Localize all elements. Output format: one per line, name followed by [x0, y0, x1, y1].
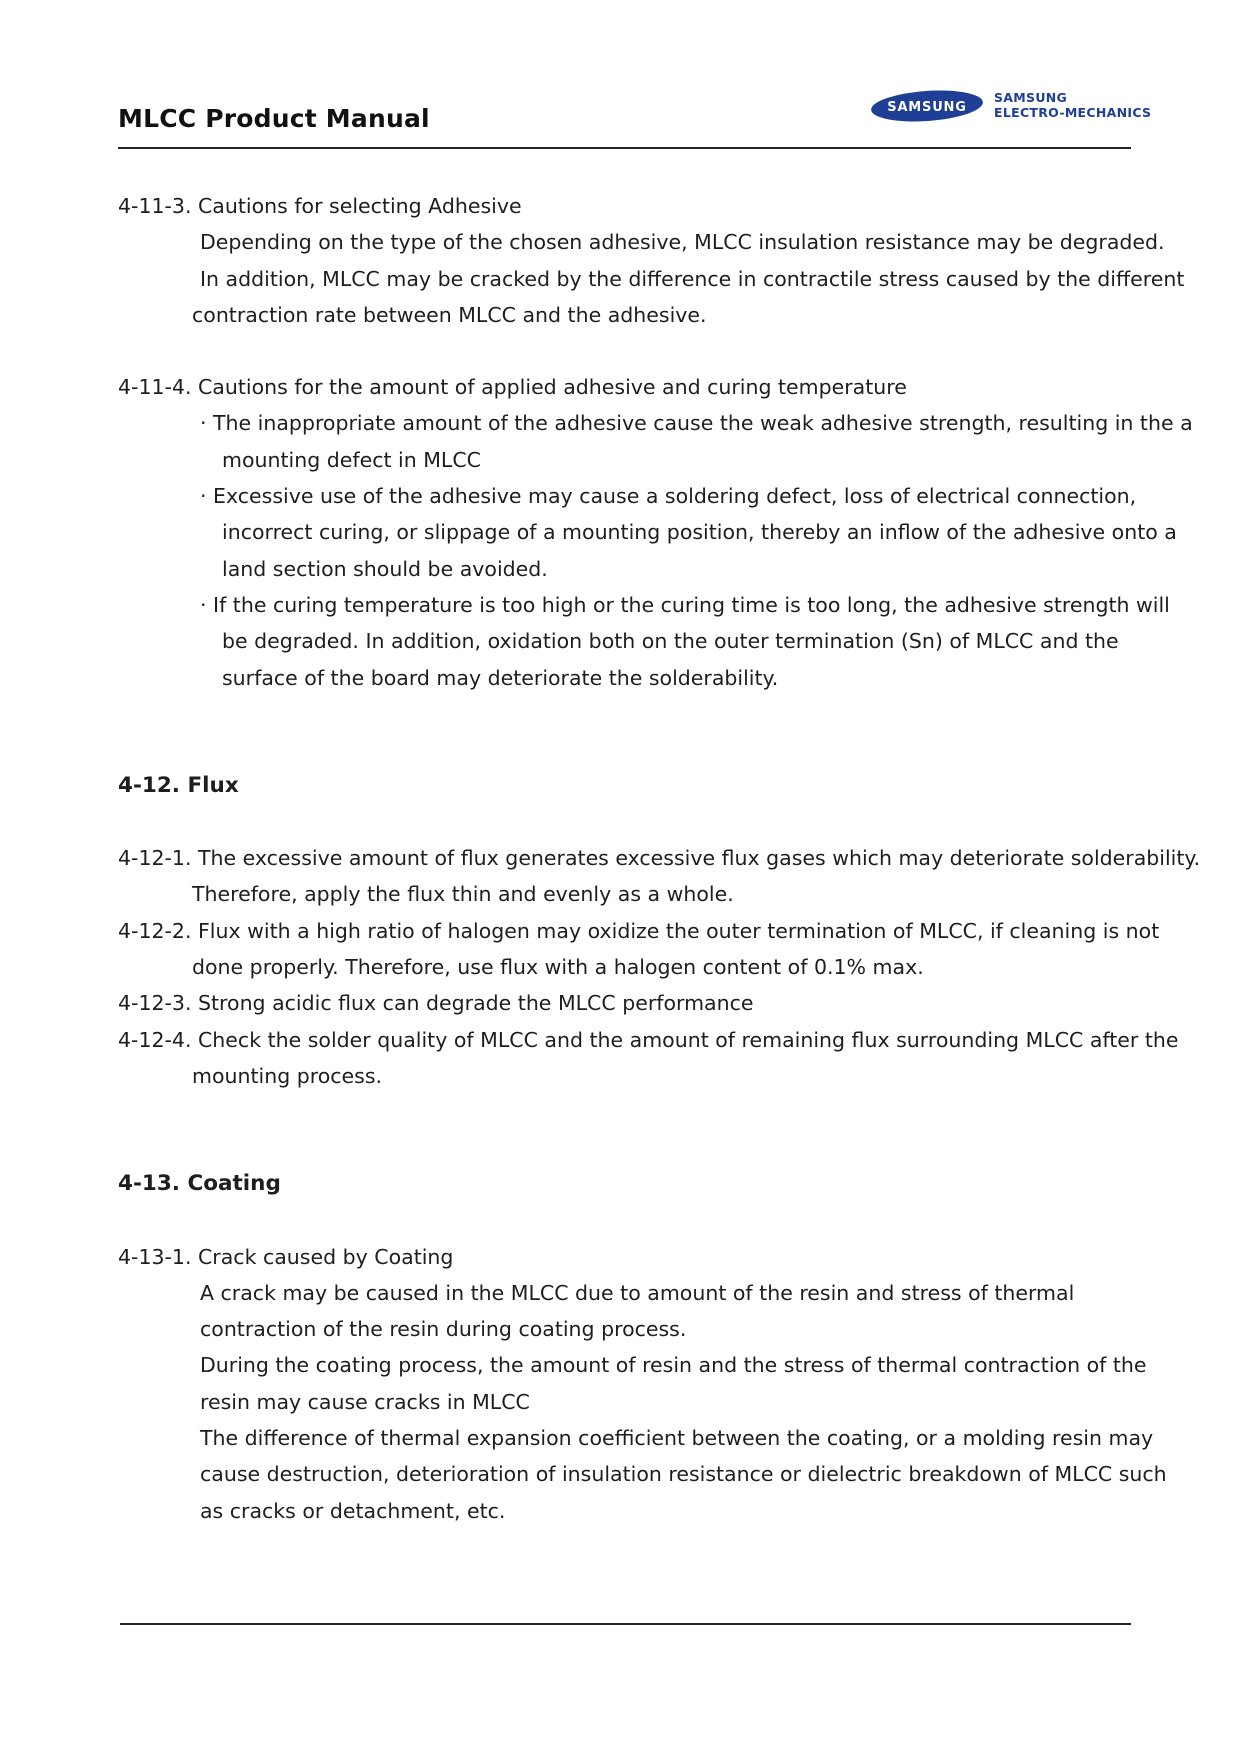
section-4-11-3-heading: 4-11-3. Cautions for selecting Adhesive: [118, 194, 522, 218]
header-divider: [118, 147, 1131, 149]
page-header: [118, 86, 1152, 148]
coating-line: contraction of the resin during coating process.: [200, 1317, 687, 1342]
document-title: MLCC Product Manual: [118, 104, 430, 133]
coating-line: During the coating process, the amount of resin and the stress of thermal contraction of the: [200, 1353, 1147, 1378]
flux-item: 4-12-2. Flux with a high ratio of halogen may oxidize the outer termination of MLCC, if cleaning is not: [118, 918, 1160, 943]
section-4-13-title: 4-13. Coating: [118, 1171, 281, 1197]
section-4-11-3-line: Depending on the type of the chosen adhesive, MLCC insulation resistance may be degraded.: [200, 230, 1165, 255]
bullet-text: · The inappropriate amount of the adhesive cause the weak adhesive strength, resulting in the a: [200, 411, 1193, 436]
logo-line-1: SAMSUNG: [994, 90, 1068, 105]
samsung-electro-mechanics-logo: [870, 86, 1152, 130]
flux-item-continuation: Therefore, apply the flux thin and evenly as a whole.: [192, 882, 734, 907]
coating-line: cause destruction, deterioration of insulation resistance or dielectric breakdown of MLCC such: [200, 1462, 1167, 1487]
bullet-continuation: surface of the board may deteriorate the solderability.: [222, 665, 779, 690]
flux-item: 4-12-4. Check the solder quality of MLCC and the amount of remaining flux surrounding MLCC after the: [118, 1027, 1179, 1052]
coating-line: resin may cause cracks in MLCC: [200, 1389, 530, 1414]
bullet-continuation: mounting defect in MLCC: [222, 447, 481, 472]
flux-item: 4-12-1. The excessive amount of flux generates excessive flux gases which may deteriorate solderability.: [118, 846, 1201, 871]
bullet-continuation: land section should be avoided.: [222, 556, 548, 581]
coating-line: as cracks or detachment, etc.: [200, 1498, 506, 1523]
logo-wordmark: [994, 90, 1151, 120]
bullet-item: [118, 478, 1177, 587]
section-4-13-1-heading: 4-13-1. Crack caused by Coating: [118, 1244, 454, 1269]
section-4-11-3-line: contraction rate between MLCC and the adhesive.: [192, 302, 707, 327]
flux-item: 4-12-3. Strong acidic flux can degrade the MLCC performance: [118, 991, 754, 1016]
page-body: [118, 188, 1201, 1529]
coating-line: The difference of thermal expansion coefficient between the coating, or a molding resin may: [200, 1426, 1154, 1451]
logo-oval-text: SAMSUNG: [887, 100, 967, 115]
samsung-oval-logo-icon: [870, 90, 984, 122]
flux-item-continuation: mounting process.: [192, 1063, 383, 1088]
coating-line: A crack may be caused in the MLCC due to amount of the resin and stress of thermal: [200, 1280, 1075, 1305]
bullet-text: · If the curing temperature is too high or the curing time is too long, the adhesive strength will: [200, 592, 1170, 617]
flux-item-continuation: done properly. Therefore, use flux with a halogen content of 0.1% max.: [192, 955, 924, 980]
logo-line-2: ELECTRO-MECHANICS: [994, 105, 1152, 120]
section-4-11-3-line: In addition, MLCC may be cracked by the difference in contractile stress caused by the different: [200, 266, 1185, 291]
section-4-11-4-heading: 4-11-4. Cautions for the amount of applied adhesive and curing temperature: [118, 375, 907, 400]
section-4-12-title: 4-12. Flux: [118, 772, 239, 798]
footer-divider: [120, 1623, 1131, 1625]
bullet-text: · Excessive use of the adhesive may cause a soldering defect, loss of electrical connection,: [200, 484, 1137, 509]
bullet-continuation: incorrect curing, or slippage of a mounting position, thereby an inflow of the adhesive onto a: [222, 520, 1177, 545]
bullet-item: [118, 405, 1193, 478]
bullet-item: [118, 587, 1170, 696]
bullet-continuation: be degraded. In addition, oxidation both on the outer termination (Sn) of MLCC and the: [222, 629, 1119, 654]
